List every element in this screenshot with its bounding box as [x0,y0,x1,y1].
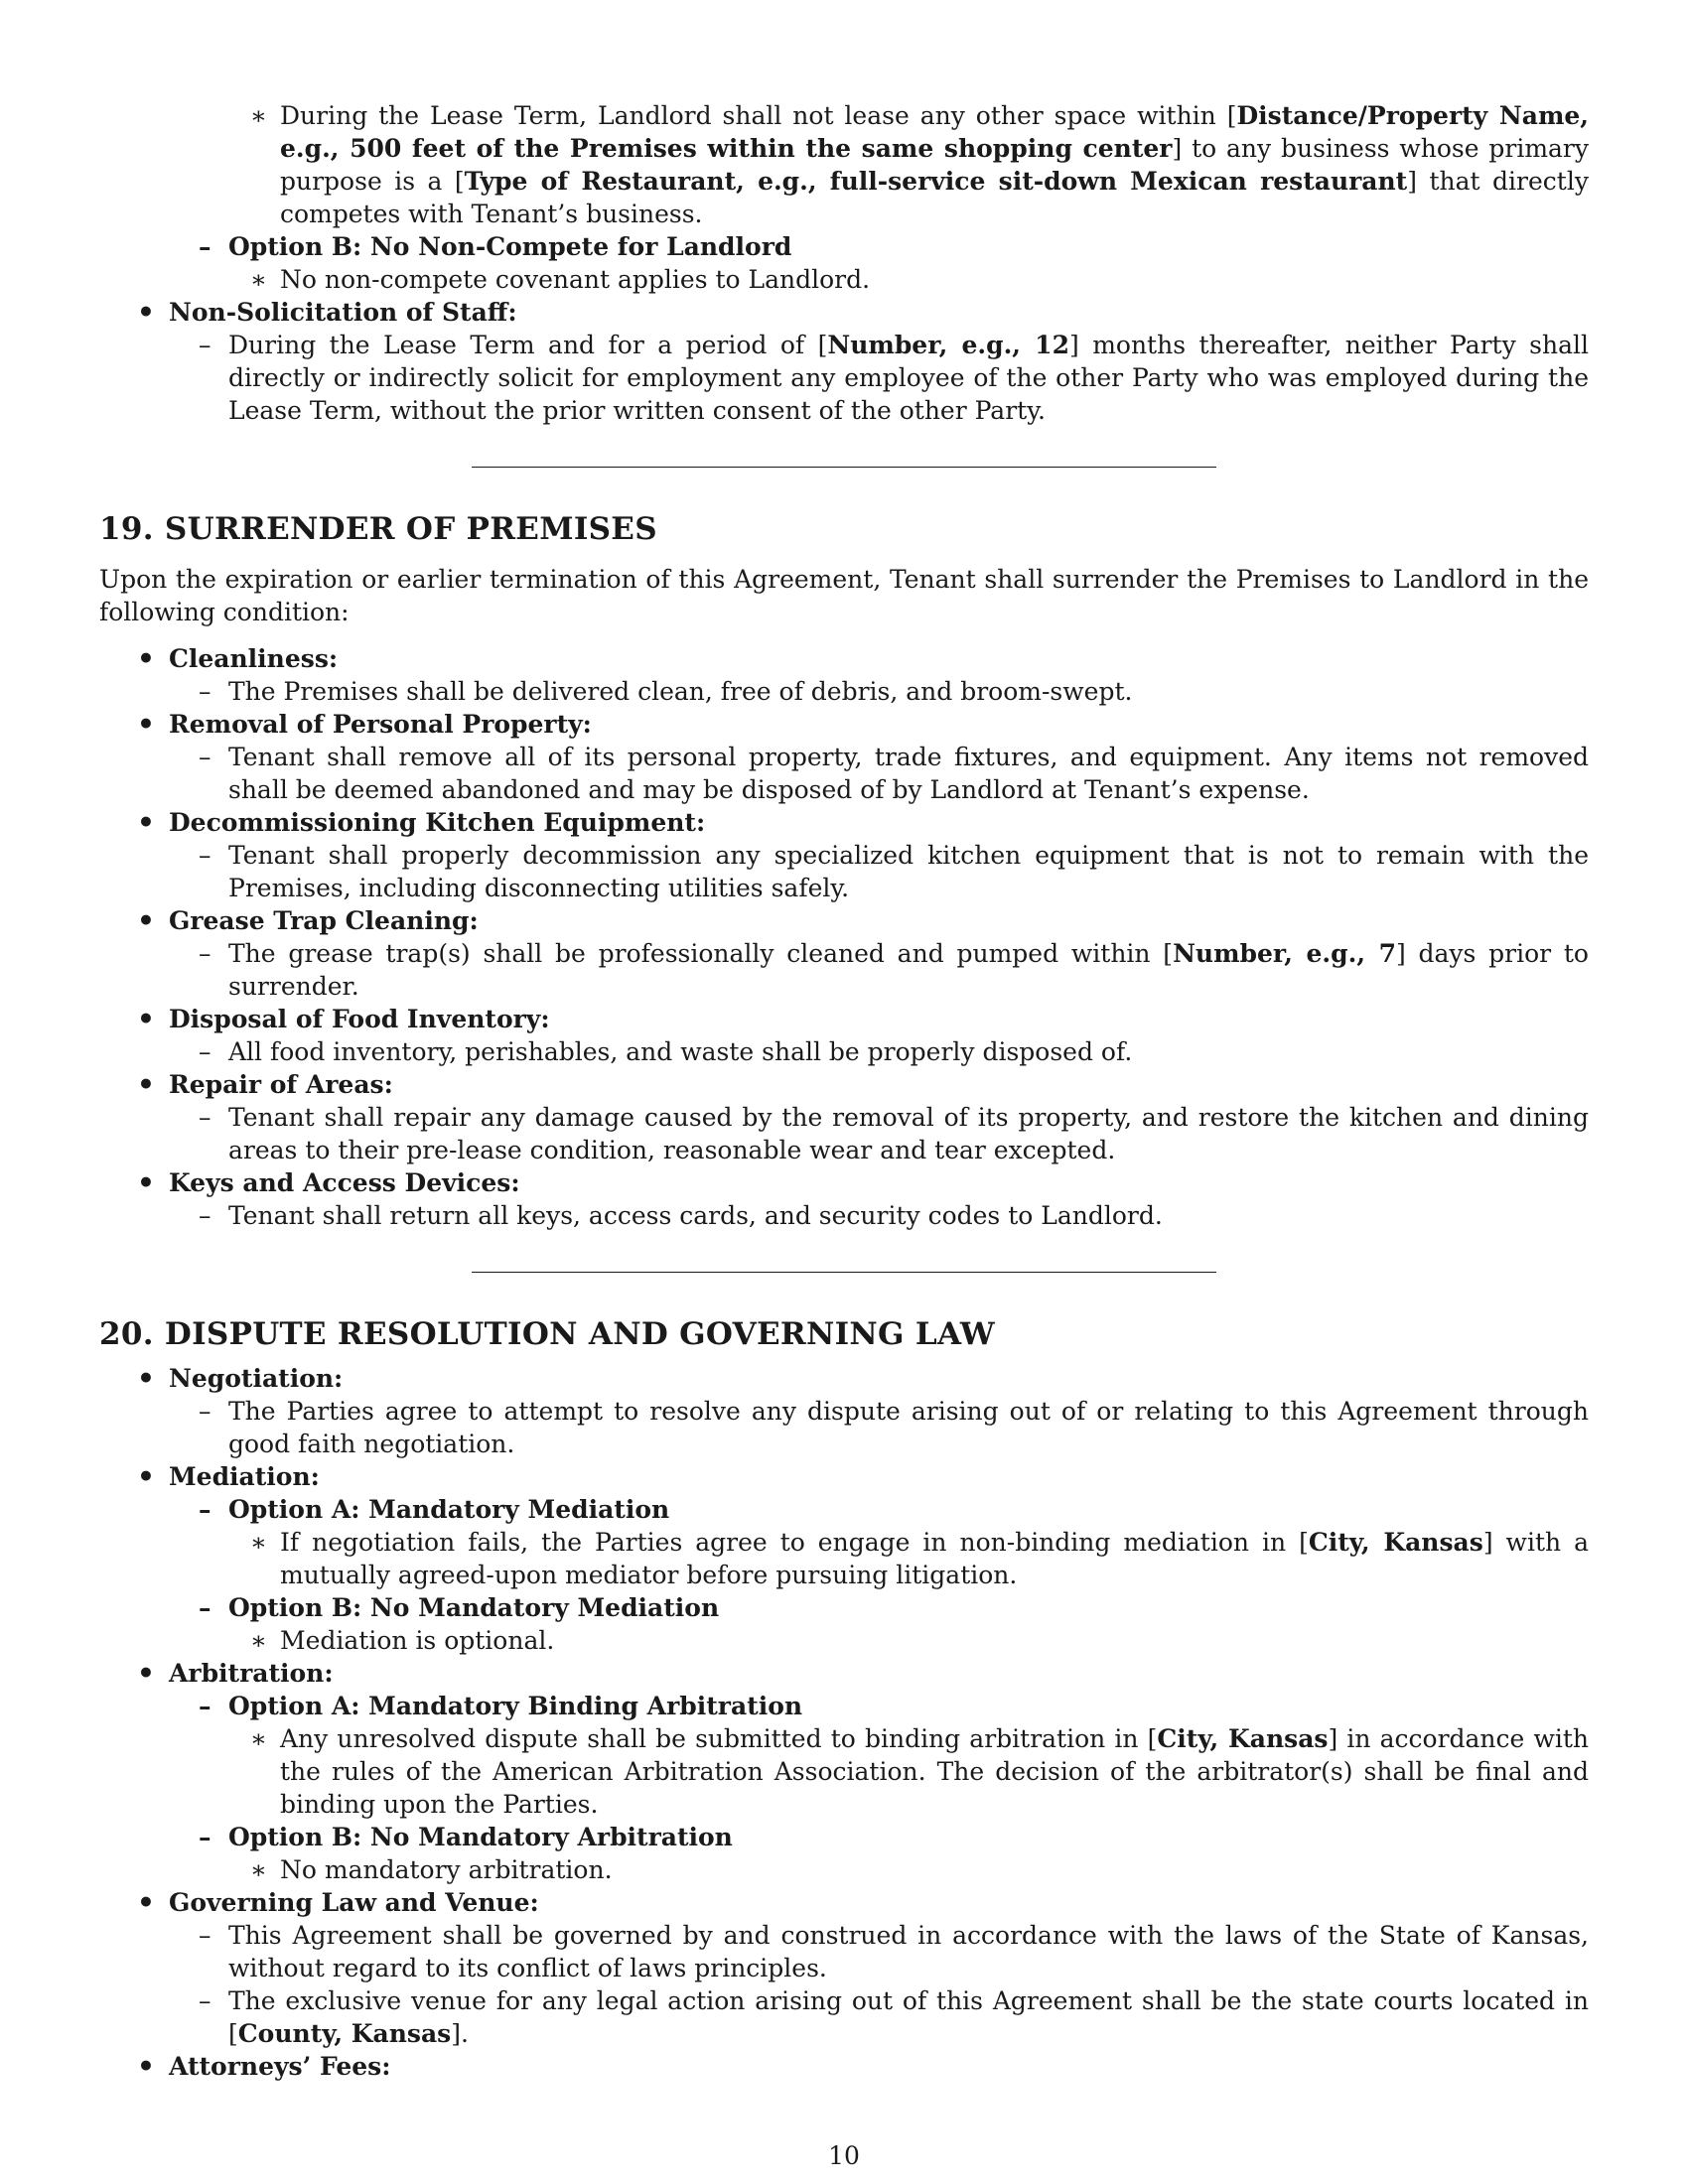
dash-marker: – [199,1986,211,2015]
section-19-intro: Upon the expiration or earlier termination of this Agreement, Tenant shall surrender the Premises to Landlord in the following condition: [99,565,1589,626]
section-divider [472,467,1216,468]
restaurant-type-placeholder: Type of Restaurant, e.g., full-service sit-down Mexican restaurant [464,167,1408,196]
arbitration-option-b-item: ∗ No mandatory arbitration. [250,1855,613,1884]
decommission-item: – Tenant shall properly decommission any specialized kitchen equipment that is not to remain with the Premises, including disconnecting utilities safely. [199,841,1589,902]
dash-marker: – [199,1201,211,1230]
mediation-option-a-item: ∗ If negotiation fails, the Parties agree to engage in non-binding mediation in [City, Kansas] with a mutually agreed-upon mediator before pursuing litigation. [250,1528,1589,1589]
dash-marker: – [199,841,211,870]
mediation-option-b-item: ∗ Mediation is optional. [250,1626,555,1655]
bullet-marker: • [137,1886,155,1919]
negotiation-item: – The Parties agree to attempt to resolve any dispute arising out of or relating to this Agreement through good faith negotiation. [199,1397,1589,1458]
removal-item: – Tenant shall remove all of its personal property, trade fixtures, and equipment. Any items not removed shall be deemed abandoned and may be disposed of by Landlord at Tenant’s expense. [199,743,1589,804]
dash-marker: – [199,1692,211,1720]
noncompete-option-b-item: ∗ No non-compete covenant applies to Landlord. [250,265,871,294]
arbitration-option-a-label: – Option A: Mandatory Binding Arbitration [199,1692,803,1720]
mediation-option-a-label: – Option A: Mandatory Mediation [199,1495,670,1524]
venue-item: – The exclusive venue for any legal action arising out of this Agreement shall be the state courts located in [County, Kansas]. [199,1986,1589,2048]
arbitration-city-placeholder: City, Kansas [1157,1724,1329,1753]
bullet-marker: • [137,708,155,741]
mediation-option-b-label: – Option B: No Mandatory Mediation [199,1593,720,1622]
star-marker: ∗ [250,101,267,130]
bullet-marker: • [137,642,155,675]
dash-marker: – [199,232,211,261]
cleanliness-item: – The Premises shall be delivered clean, free of debris, and broom-swept. [199,677,1133,706]
arbitration-option-b-label: – Option B: No Mandatory Arbitration [199,1823,733,1851]
dash-marker: – [199,677,211,706]
section-19-heading: 19. SURRENDER OF PREMISES [99,511,657,547]
dash-marker: – [199,331,211,359]
distance-placeholder: Distance/Property Name, e.g., 500 feet of the Premises within the same shopping center [280,101,1590,163]
county-placeholder: County, Kansas [237,2019,452,2048]
removal-label: • Removal of Personal Property: [137,708,592,741]
arbitration-label: • Arbitration: [137,1657,334,1690]
mediation-city-placeholder: City, Kansas [1308,1528,1483,1557]
star-marker: ∗ [250,1724,267,1753]
nonsolicit-item: – During the Lease Term and for a period of [Number, e.g., 12] months thereafter, neither Party shall directly or indirectly solicit for employment any employee of the other Party who was employed during the Lease Term, without the prior written consent of the other Party. [199,331,1590,425]
star-marker: ∗ [250,1528,267,1557]
bullet-marker: • [137,1657,155,1690]
keys-item: – Tenant shall return all keys, access cards, and security codes to Landlord. [199,1201,1163,1230]
repair-label: • Repair of Areas: [137,1068,393,1101]
keys-label: • Keys and Access Devices: [137,1166,520,1199]
attorneys-fees-label: • Attorneys’ Fees: [137,2050,391,2083]
negotiation-label: • Negotiation: [137,1362,344,1395]
grease-item: – The grease trap(s) shall be professionally cleaned and pumped within [Number, e.g., 7] days prior to surrender. [199,939,1589,1001]
bullet-marker: • [137,296,155,329]
repair-item: – Tenant shall repair any damage caused by the removal of its property, and restore the kitchen and dining areas to their pre-lease condition, reasonable wear and tear excepted. [199,1103,1589,1164]
star-marker: ∗ [250,265,267,294]
governing-law-item: – This Agreement shall be governed by and construed in accordance with the laws of the State of Kansas, without regard to its conflict of laws principles. [199,1921,1589,1982]
days-placeholder: Number, e.g., 7 [1173,939,1396,968]
noncompete-option-a-item: ∗ During the Lease Term, Landlord shall not lease any other space within [Distance/Property Name, e.g., 500 feet of the Premises within the same shopping center] to any business whose primary purpose is a [Type of Restaurant, e.g., full-service sit-down Mexican restaurant] that directly competes with Tenant’s business. [250,101,1590,228]
dash-marker: – [199,1921,211,1950]
page-number: 10 [828,2141,860,2170]
decommission-label: • Decommissioning Kitchen Equipment: [137,806,706,839]
noncompete-option-b-label: – Option B: No Non-Compete for Landlord [199,232,792,261]
dash-marker: – [199,1823,211,1851]
dash-marker: – [199,1103,211,1132]
months-placeholder: Number, e.g., 12 [827,331,1069,359]
nonsolicit-label: • Non-Solicitation of Staff: [137,296,517,329]
bullet-marker: • [137,1068,155,1101]
food-item: – All food inventory, perishables, and waste shall be properly disposed of. [199,1037,1133,1066]
food-label: • Disposal of Food Inventory: [137,1003,550,1035]
governing-law-label: • Governing Law and Venue: [137,1886,539,1919]
bullet-marker: • [137,2050,155,2083]
bullet-marker: • [137,904,155,937]
dash-marker: – [199,1593,211,1622]
bullet-marker: • [137,1460,155,1493]
dash-marker: – [199,1397,211,1426]
section-20-heading: 20. DISPUTE RESOLUTION AND GOVERNING LAW [99,1316,995,1352]
dash-marker: – [199,743,211,771]
bullet-marker: • [137,806,155,839]
section-divider [472,1272,1216,1273]
page-content [99,99,1589,2083]
grease-label: • Grease Trap Cleaning: [137,904,479,937]
star-marker: ∗ [250,1855,267,1884]
cleanliness-label: • Cleanliness: [137,642,339,675]
dash-marker: – [199,939,211,968]
arbitration-option-a-item: ∗ Any unresolved dispute shall be submitted to binding arbitration in [City, Kansas] in accordance with the rules of the American Arbitration Association. The decision of the arbitrator(s) shall be final and binding upon the Parties. [250,1724,1590,1819]
dash-marker: – [199,1037,211,1066]
star-marker: ∗ [250,1626,267,1655]
bullet-marker: • [137,1362,155,1395]
bullet-marker: • [137,1166,155,1199]
mediation-label: • Mediation: [137,1460,320,1493]
dash-marker: – [199,1495,211,1524]
bullet-marker: • [137,1003,155,1035]
